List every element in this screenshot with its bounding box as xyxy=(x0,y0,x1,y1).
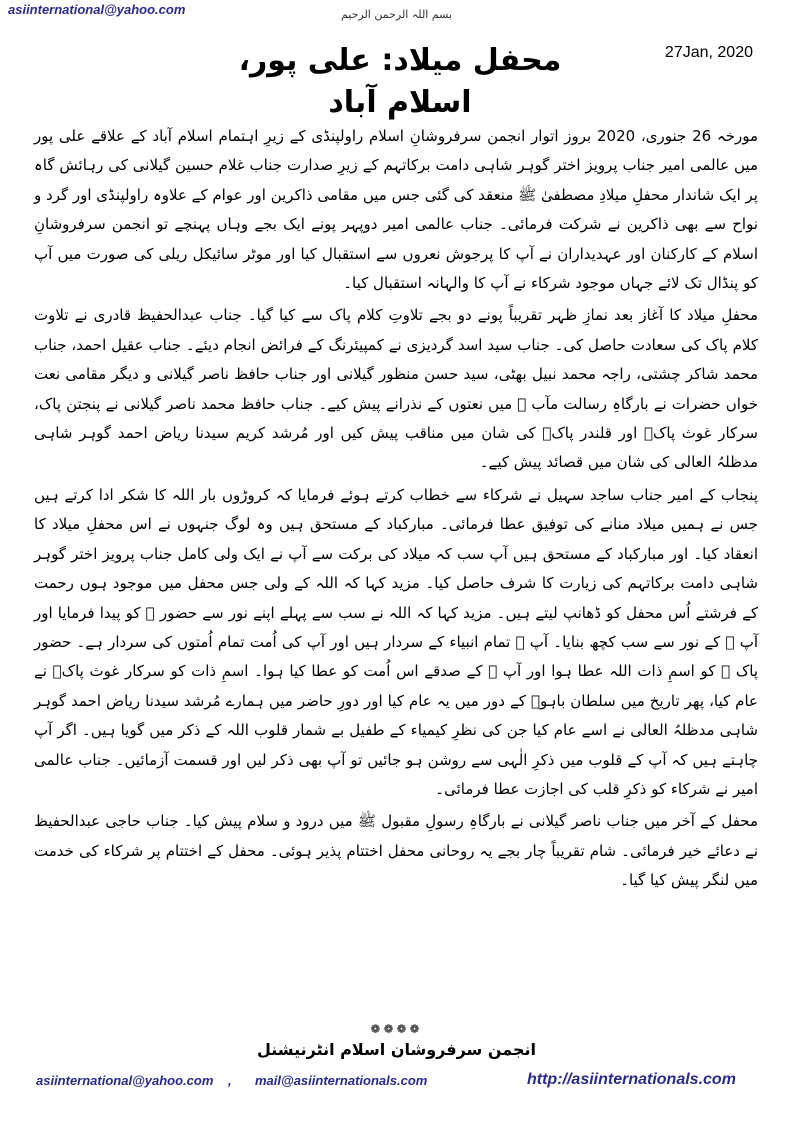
header-email: asiinternational@yahoo.com xyxy=(8,2,186,17)
footer-website-link[interactable]: http://asiinternationals.com xyxy=(527,1071,736,1088)
footer-separator: , xyxy=(228,1073,232,1088)
decorative-stars: ❁❁❁❁ xyxy=(370,1022,423,1036)
page-title: محفل میلاد: علی پور، اسلام آباد xyxy=(238,43,562,120)
paragraph-speech: پنجاب کے امیر جناب ساجد سہیل نے شرکاء سے خطاب کرتے ہوئے فرمایا کہ کروڑوں بار اللہ کا شکر ادا کرتے ہیں جس نے ہمیں میلاد منانے کی توفیق عطا فرمائی۔ مبارکباد کے مستحق ہیں وہ لوگ جنہوں نے اس محفلِ میلاد کا انعقاد کیا۔ اور مبارکباد کے مستحق ہیں آپ سب کہ میلاد کی برکت سے آپ نے ایک ولی کامل جناب پرویز اختر گوہر شاہی دامت برکاتہم کی زیارت کا شرف حاصل کیا۔ مزید کہا کہ اللہ کے ولی جس محفل میں موجود ہوں رحمت کے فرشتے اُس محفل کو ڈھانپ لیتے ہیں۔ مزید کہا کہ اللہ نے سب سے پہلے اپنے نور سے حضور ﷺ کو پیدا فرمایا اور آپ ﷺ کے نور سے سب کچھ بنایا۔ آپ ﷺ تمام انبیاء کے سردار ہیں اور آپ کی اُمت تمام اُمتوں کی سردار ہے۔ حضور پاک ﷺ کو اسمِ ذات اللہ عطا ہوا اور آپ ﷺ کے صدقے اس اُمت کو عطا کیا ہوا۔ اسمِ ذات کو سرکار غوث پاکؓ نے عام کیا، پھر تاریخ میں سلطان باہوؒ کے دور میں یہ عام کیا اور دورِ حاضر میں ہمارے مُرشد سیدنا ریاض احمد گوہر شاہی مدظلہُ العالی نے اسے عام کیا جن کی نظرِ کیمیاء کے طفیل بے شمار قلوب اللہ کے ذکر میں گویا ہیں۔ اگر آپ چاہتے ہیں کہ آپ کے قلوب میں ذکرِ الٰہی سے روشن ہو جائیں تو آپ بھی ذکر لیں اور قسمت آزمائیں۔ جناب عالمی امیر نے شرکاء کو ذکرِ قلب کی اجازت عطا فرمائی۔ xyxy=(34,485,758,798)
bismillah-heading: بسم اللہ الرحمن الرحیم xyxy=(340,8,453,21)
footer-email-yahoo[interactable]: asiinternational@yahoo.com xyxy=(36,1073,214,1088)
report-date: 27Jan, 2020 xyxy=(664,44,753,61)
article-body xyxy=(34,122,758,899)
organization-name: انجمن سرفروشان اسلام انٹرنیشنل xyxy=(256,1040,537,1059)
paragraph-event-intro: مورخہ 26 جنوری، 2020 بروز اتوار انجمن سرفروشانِ اسلام راولپنڈی کے زیرِ اہتمام اسلام آباد کے علاقے علی پور میں عالمی امیر جناب پرویز اختر گوہر شاہی دامت برکاتہم کے زیرِ صدارت جناب غلام حسین گیلانی کی رہائش گاہ پر ایک شاندار محفلِ میلادِ مصطفیٰ ﷺ منعقد کی گئی جس میں مقامی ذاکرین اور عوام کے علاوہ راولپنڈی اور گرد و نواح سے بھی ذاکرین نے شرکت فرمائی۔ جناب عالمی امیر دوپہر پونے ایک بجے وہاں پہنچے تو انجمن سرفروشانِ اسلام کے کارکنان اور عہدیداران نے آپ کا پرجوش نعروں سے استقبال کیا اور موٹر سائیکل ریلی کی صورت میں آپ کو پنڈال تک لائے جہاں موجود شرکاء نے آپ کا والہانہ استقبال کیا۔ xyxy=(34,127,758,293)
paragraph-program: محفلِ میلاد کا آغاز بعد نمازِ ظہر تقریباً پونے دو بجے تلاوتِ کلام پاک سے کیا گیا۔ جناب عبدالحفیظ قادری نے تلاوت کلام پاک کی سعادت حاصل کی۔ جناب سید اسد گردیزی نے کمپیئرنگ کے فرائض انجام دیئے۔ جناب عقیل احمد، جناب محمد شاکر چشتی، راجہ محمد نبیل بھٹی، سید حسن منظور گیلانی اور جناب حافظ ناصر گیلانی و دیگر مقامی نعت خواں حضرات نے بارگاہِ رسالت مآب ﷺ میں نعتوں کے نذرانے پیش کیے۔ جناب حافظ محمد ناصر گیلانی نے پنجتن پاک، سرکار غوث پاکؓ اور قلندر پاکؒ کی شان میں مناقب پیش کیں اور مُرشد کریم سیدنا ریاض احمد گوہر شاہی مدظلہُ العالی کی شان میں قصائد پیش کیے۔ xyxy=(34,306,758,472)
paragraph-closing: محفل کے آخر میں جناب ناصر گیلانی نے بارگاہِ رسولِ مقبول ﷺ میں درود و سلام پیش کیا۔ جناب حاجی عبدالحفیظ نے دعائے خیر فرمائی۔ شام تقریباً چار بجے یہ روحانی محفل اختتام پذیر ہوئی۔ محفل کے اختتام پر شرکاء کی خدمت میں لنگر پیش کیا گیا۔ xyxy=(34,812,758,890)
footer-email-mail[interactable]: mail@asiinternationals.com xyxy=(255,1073,428,1088)
footer-contacts xyxy=(0,1073,793,1095)
